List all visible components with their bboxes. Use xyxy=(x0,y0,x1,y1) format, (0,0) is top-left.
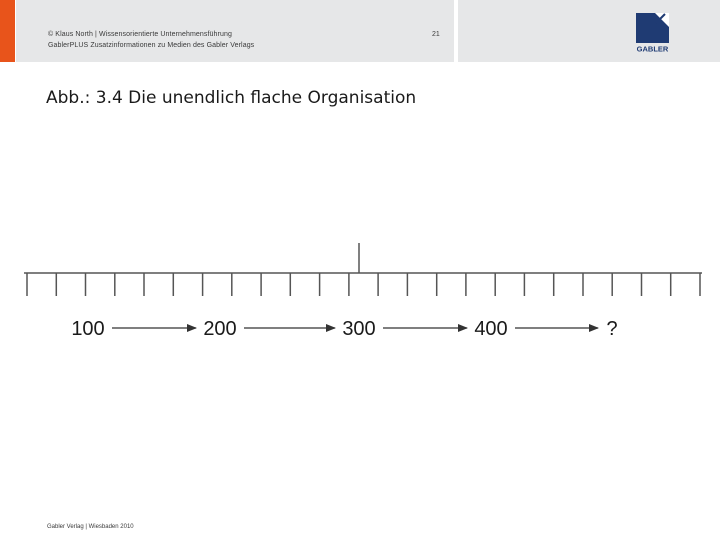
slide-header xyxy=(0,0,720,62)
step-label: ? xyxy=(606,318,618,340)
axis-ticks xyxy=(27,273,700,296)
accent-bar xyxy=(0,0,15,62)
flat-organisation-diagram xyxy=(0,230,720,360)
publisher-line: GablerPLUS Zusatzinformationen zu Medien des Gabler Verlags xyxy=(48,42,255,49)
step-label: 200 xyxy=(203,318,237,340)
step-labels xyxy=(71,318,617,340)
step-label: 300 xyxy=(342,318,376,340)
gabler-logo xyxy=(636,13,669,53)
logo-band xyxy=(458,0,720,62)
footer-text: Gabler Verlag | Wiesbaden 2010 xyxy=(47,524,134,530)
figure-title: Abb.: 3.4 Die unendlich flache Organisation xyxy=(46,88,417,108)
step-label: 100 xyxy=(71,318,105,340)
step-label: 400 xyxy=(474,318,508,340)
copyright-line: © Klaus North | Wissensorientierte Unternehmensführung xyxy=(48,31,232,38)
page-number: 21 xyxy=(432,31,440,38)
logo-text: GABLER xyxy=(636,44,669,53)
